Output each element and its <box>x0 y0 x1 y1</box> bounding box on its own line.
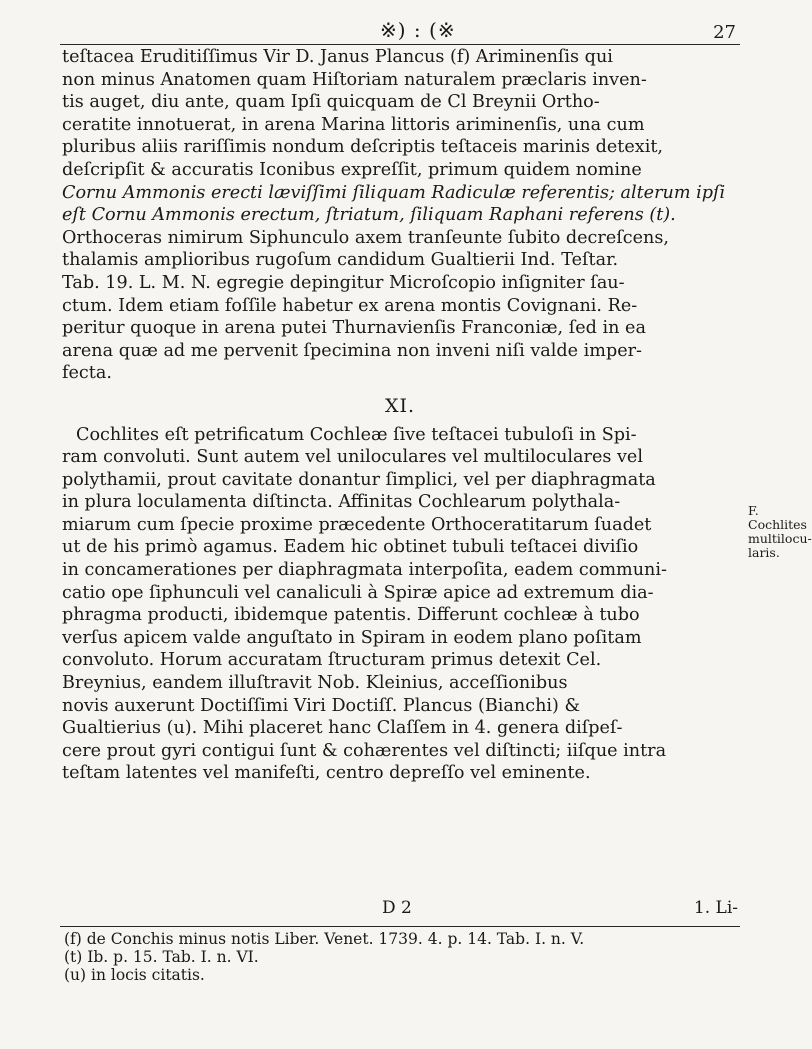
text-line: thalamis amplioribus rugoſum candidum Gualtierii Ind. Teſtar. <box>62 250 619 271</box>
text-line: convoluto. Horum accuratam ſtructuram primus detexit Cel. <box>62 650 602 671</box>
text-line: cere prout gyri contigui ſunt & cohærentes vel diſtincti; iiſque intra <box>62 740 667 761</box>
text-line: verſus apicem valde anguſtato in Spiram in eodem plano poſitam <box>62 627 642 648</box>
margin-note <box>748 503 812 560</box>
text-line: Cornu Ammonis erecti læviſſimi ſiliquam Radiculæ referentis; alterum ipſi <box>62 182 726 203</box>
footnote: (u) in locis citatis. <box>64 966 205 984</box>
text-line: Breynius, eandem illuſtravit Nob. Kleinius, acceſſionibus <box>62 673 568 694</box>
text-line: eſt Cornu Ammonis erectum, ſtriatum, ſiliquam Raphani referens (t). <box>62 205 676 226</box>
text-line: peritur quoque in arena putei Thurnavienſis Franconiæ, ſed in ea <box>62 318 646 339</box>
catchline <box>62 898 738 920</box>
text-line: ctum. Idem etiam foſſile habetur ex arena montis Covignani. Re- <box>62 295 638 316</box>
header-ornament: ※) : (※ <box>380 18 456 42</box>
footnote-divider <box>60 926 740 927</box>
text-line: ceratite innotuerat, in arena Marina littoris ariminenſis, una cum <box>62 114 645 135</box>
margin-note-line: multilocu- <box>748 531 812 546</box>
text-line: miarum cum ſpecie proxime præcedente Orthoceratitarum ſuadet <box>62 514 652 535</box>
text-line: ut de his primò agamus. Eadem hic obtinet tubuli teſtacei diviſio <box>62 537 639 558</box>
footnote: (t) Ib. p. 15. Tab. I. n. VI. <box>64 948 259 966</box>
running-header <box>60 10 740 45</box>
signature-mark: D 2 <box>382 898 412 918</box>
text-line: non minus Anatomen quam Hiſtoriam naturalem præclaris inven- <box>62 69 647 90</box>
text-line: teſtam latentes vel manifeſti, centro depreſſo vel eminente. <box>62 763 591 784</box>
text-line: deſcripſit & accuratis Iconibus expreſſit, primum quidem nomine <box>62 159 642 180</box>
margin-note-line: laris. <box>748 545 780 560</box>
text-line: in plura loculamenta diſtincta. Affinitas Cochlearum polythala- <box>62 492 621 513</box>
catchword: 1. Li- <box>693 898 738 918</box>
text-line: tis auget, diu ante, quam Ipſi quicquam de Cl Breynii Ortho- <box>62 92 600 113</box>
text-line: phragma producti, ibidemque patentis. Differunt cochleæ à tubo <box>62 605 640 626</box>
text-line: Tab. 19. L. M. N. egregie depingitur Microſcopio inſigniter ſau- <box>62 272 625 293</box>
margin-note-line: F. Cochlites <box>748 503 807 532</box>
text-line: Orthoceras nimirum Siphunculo axem tranſeunte ſubito decreſcens, <box>62 227 669 248</box>
text-line: catio ope ſiphunculi vel canaliculi à Spiræ apice ad extremum dia- <box>62 582 654 603</box>
text-line: ram convoluti. Sunt autem vel uniloculares vel multiloculares vel <box>62 447 643 468</box>
text-line: novis auxerunt Doctiſſimi Viri Doctiſſ. Plancus (Bianchi) & <box>62 695 581 716</box>
text-line: pluribus aliis rariſſimis nondum deſcriptis teſtaceis marinis detexit, <box>62 137 663 158</box>
section-heading: XI. <box>384 394 416 417</box>
footnotes <box>64 930 744 984</box>
text-line: Gualtierius (u). Mihi placeret hanc Claſſem in 4. genera diſpeſ- <box>62 718 623 739</box>
text-line: polythamii, prout cavitate donantur ſimplici, vel per diaphragmata <box>62 469 656 490</box>
page-number: 27 <box>713 22 736 43</box>
paragraph-cochlites <box>62 424 738 786</box>
footnote: (f) de Conchis minus notis Liber. Venet. 1739. 4. p. 14. Tab. I. n. V. <box>64 930 585 948</box>
text-line: Cochlites eſt petrificatum Cochleæ ſive teſtacei tubuloſi in Spi- <box>76 424 637 445</box>
body-text <box>62 46 738 785</box>
text-line: arena quæ ad me pervenit ſpecimina non inveni niſi valde imper- <box>62 340 642 361</box>
paragraph-orthoceratites <box>62 46 738 385</box>
text-line: teſtacea Eruditiſſimus Vir D. Janus Plancus (f) Ariminenſis qui <box>62 47 613 67</box>
text-line: fecta. <box>62 363 112 384</box>
text-line: in concamerationes per diaphragmata interpoſita, eadem communi- <box>62 560 667 581</box>
